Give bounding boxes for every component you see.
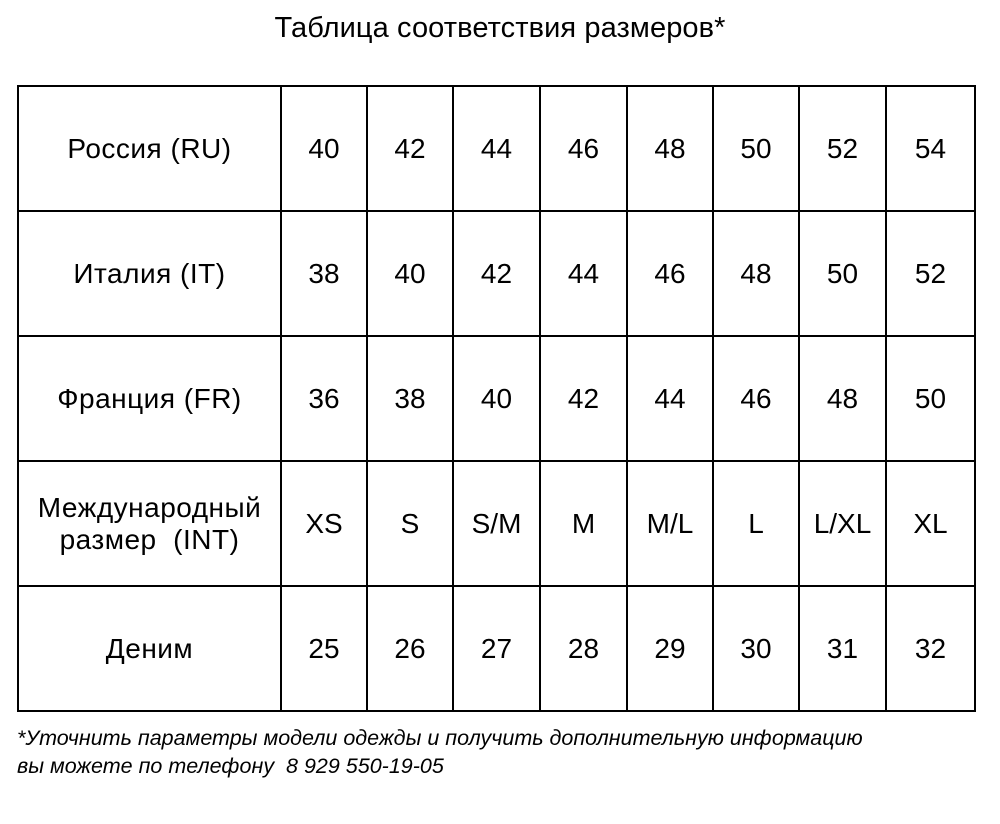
- table-cell: XL: [886, 461, 975, 586]
- table-cell: L/XL: [799, 461, 886, 586]
- table-cell: 46: [627, 211, 713, 336]
- table-cell: 48: [627, 86, 713, 211]
- table-cell: 27: [453, 586, 540, 711]
- table-cell: M: [540, 461, 627, 586]
- footnote-line1: *Уточнить параметры модели одежды и получить дополнительную информацию: [17, 726, 863, 750]
- row-label-ru: Россия (RU): [18, 86, 281, 211]
- table-cell: 40: [367, 211, 453, 336]
- table-row-ru: [18, 86, 975, 211]
- table-cell: 31: [799, 586, 886, 711]
- table-cell: 42: [540, 336, 627, 461]
- table-row-int: [18, 461, 975, 586]
- table-cell: 46: [540, 86, 627, 211]
- table-cell: M/L: [627, 461, 713, 586]
- table-cell: 40: [453, 336, 540, 461]
- table-cell: 30: [713, 586, 799, 711]
- row-label-fr: Франция (FR): [18, 336, 281, 461]
- table-cell: 50: [886, 336, 975, 461]
- table-cell: 29: [627, 586, 713, 711]
- table-row-it: [18, 211, 975, 336]
- row-label-it: Италия (IT): [18, 211, 281, 336]
- table-cell: 42: [367, 86, 453, 211]
- table-cell: 40: [281, 86, 367, 211]
- table-cell: 32: [886, 586, 975, 711]
- table-cell: 50: [713, 86, 799, 211]
- table-cell: 48: [799, 336, 886, 461]
- table-cell: 26: [367, 586, 453, 711]
- table-cell: 54: [886, 86, 975, 211]
- table-cell: 52: [799, 86, 886, 211]
- table-cell: 38: [281, 211, 367, 336]
- footnote-line2: вы можете по телефону 8 929 550-19-05: [17, 754, 444, 778]
- row-label-int-line1: Международный: [37, 491, 262, 523]
- table-row-denim: [18, 586, 975, 711]
- table-cell: 36: [281, 336, 367, 461]
- row-label-int-line2: размер (INT): [59, 523, 240, 555]
- table-cell: 52: [886, 211, 975, 336]
- size-chart-table: [17, 85, 976, 712]
- table-cell: 28: [540, 586, 627, 711]
- table-cell: 38: [367, 336, 453, 461]
- table-cell: 50: [799, 211, 886, 336]
- table-cell: 46: [713, 336, 799, 461]
- table-cell: 44: [627, 336, 713, 461]
- table-row-fr: [18, 336, 975, 461]
- table-cell: S/M: [453, 461, 540, 586]
- table-cell: 48: [713, 211, 799, 336]
- page-title: Таблица соответствия размеров*: [274, 12, 726, 44]
- footnote: [17, 724, 987, 780]
- table-cell: L: [713, 461, 799, 586]
- row-label-denim: Деним: [18, 586, 281, 711]
- table-cell: S: [367, 461, 453, 586]
- table-cell: XS: [281, 461, 367, 586]
- table-cell: 42: [453, 211, 540, 336]
- row-label-int: [18, 461, 281, 586]
- table-cell: 44: [453, 86, 540, 211]
- table-cell: 44: [540, 211, 627, 336]
- table-cell: 25: [281, 586, 367, 711]
